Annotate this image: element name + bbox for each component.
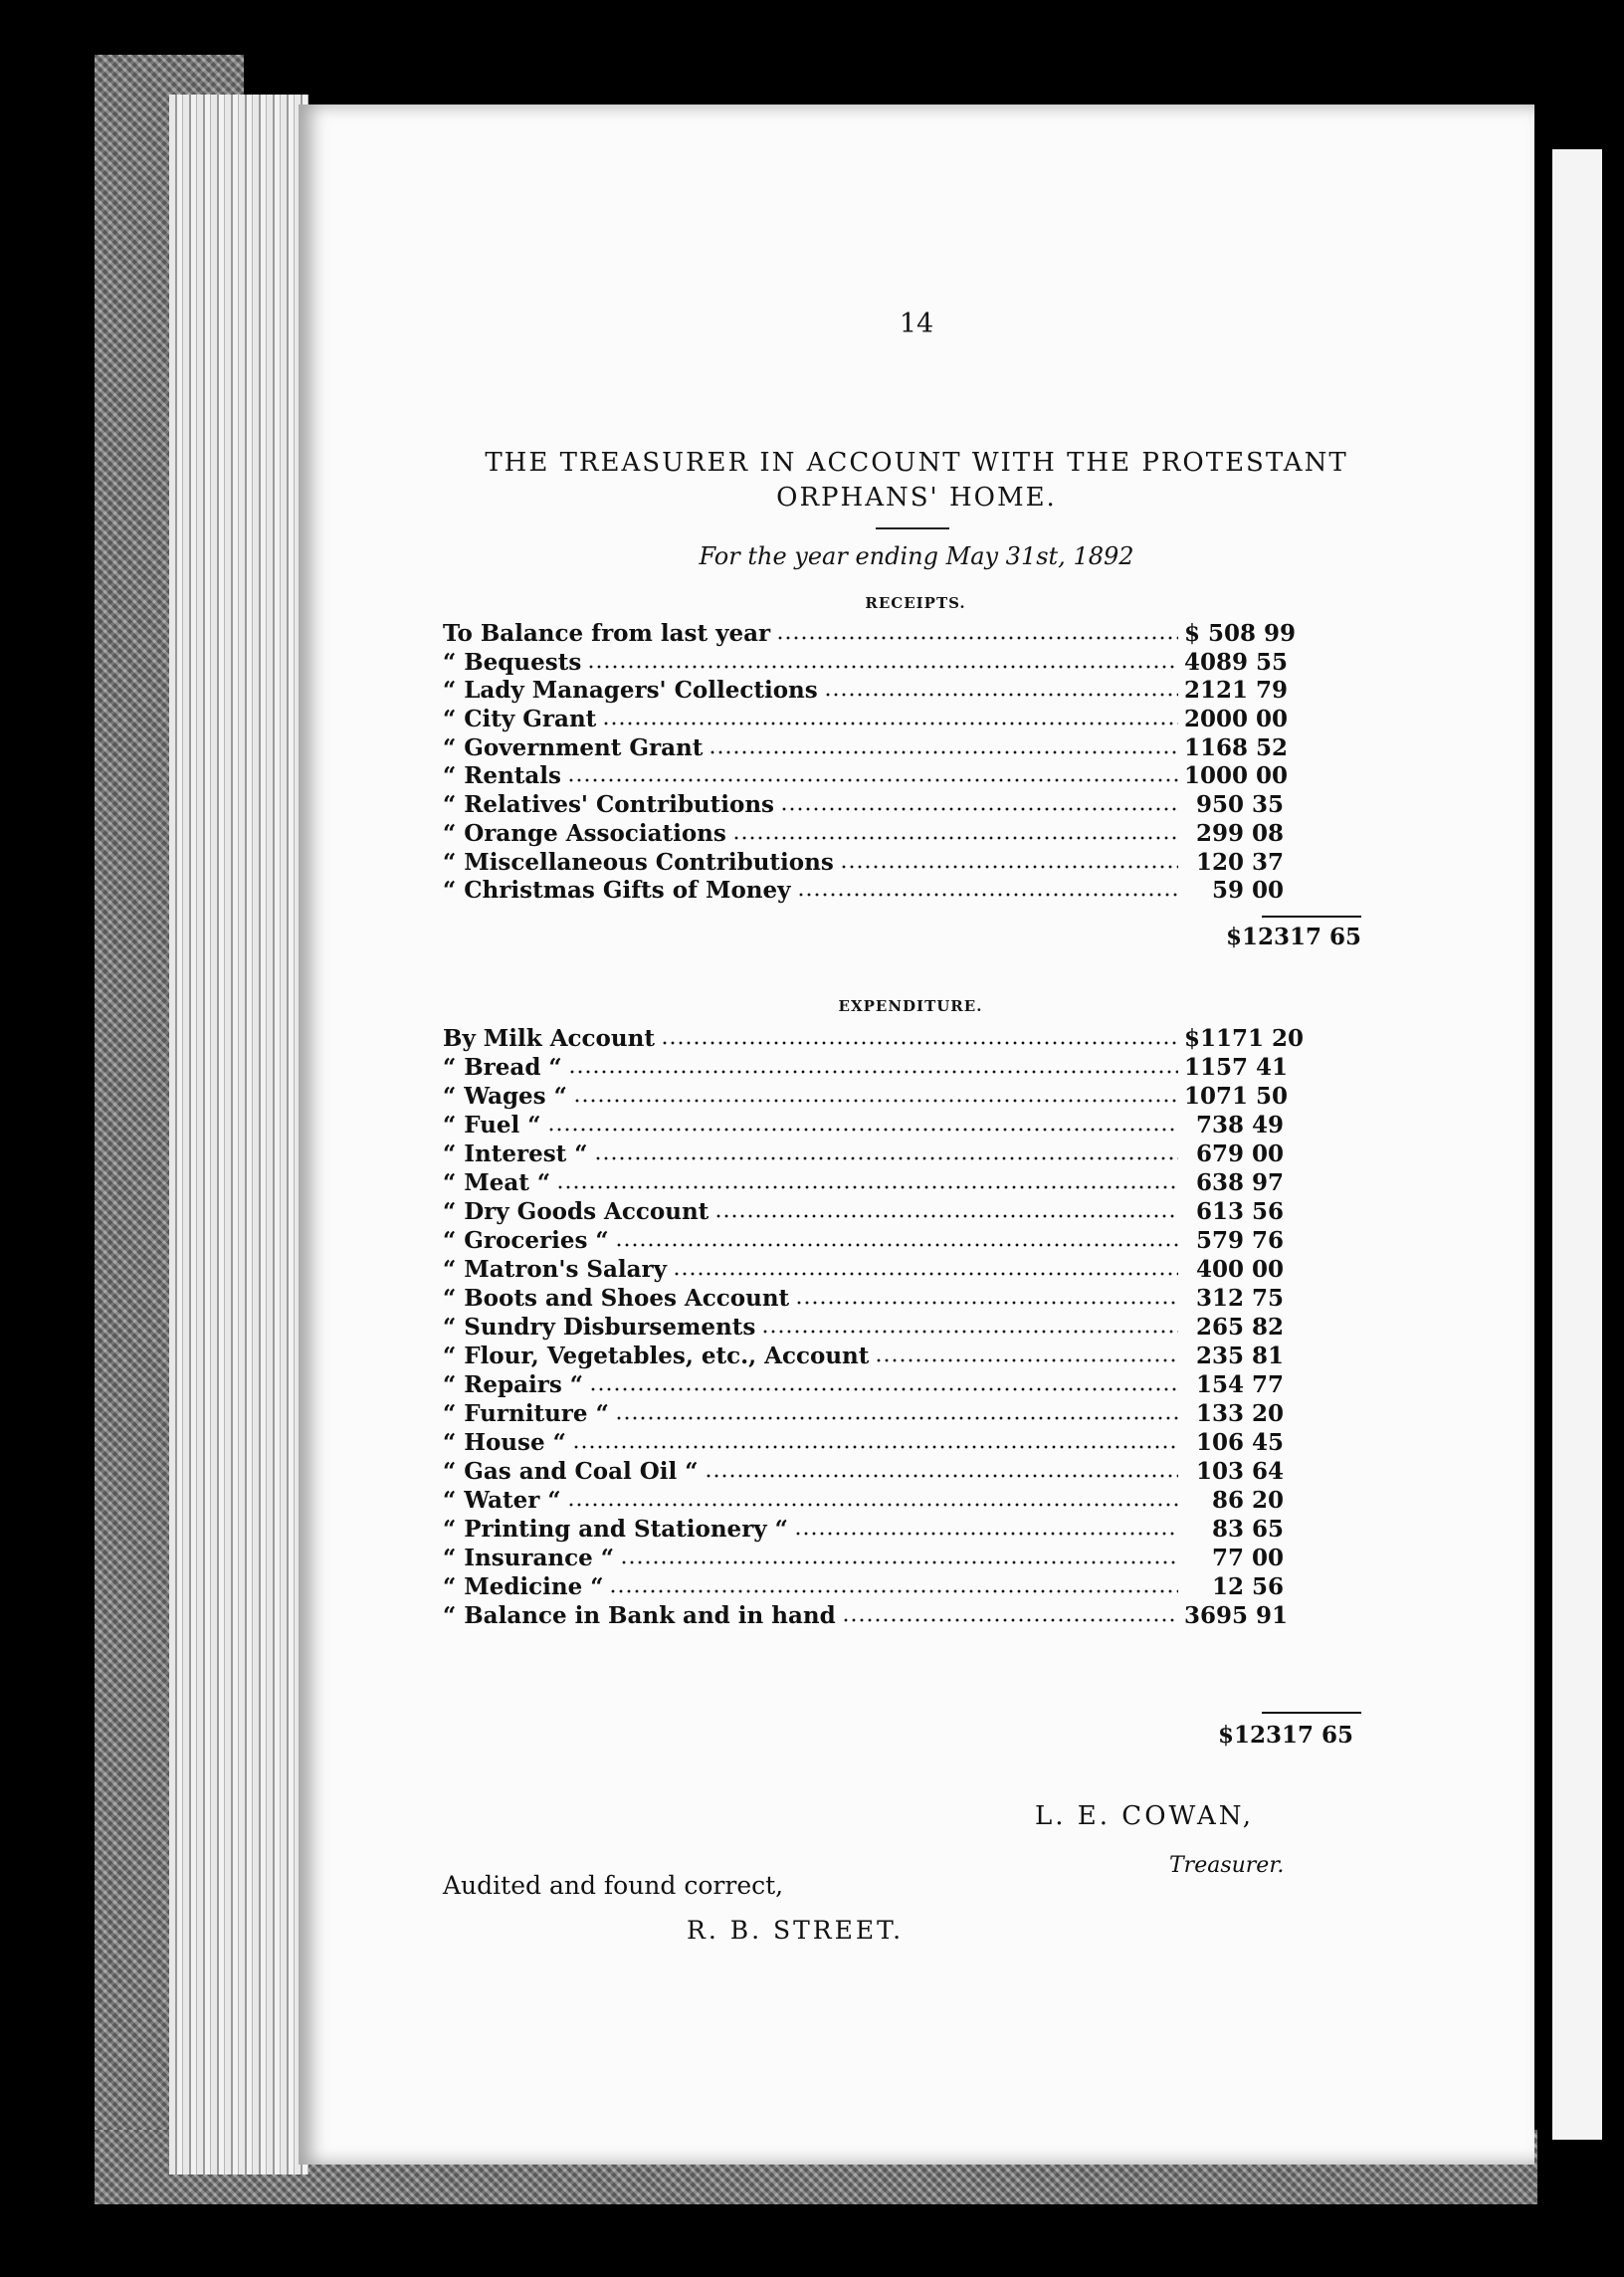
receipts-list [443,620,1297,906]
ledger-label: “ Medicine “ [443,1573,604,1600]
treasurer-title: Treasurer. [1169,1853,1285,1878]
ledger-label: “ Bequests [443,648,582,676]
ledger-label: “ Orange Associations [443,819,726,847]
ledger-amount: 83 65 [1211,1516,1284,1543]
ledger-amount: 679 00 [1195,1140,1284,1167]
ledger-row [443,1458,1284,1487]
ledger-label: “ Meat “ [443,1169,551,1196]
ledger-amount: 12 56 [1211,1573,1284,1600]
ledger-row [443,1054,1289,1083]
ledger-label: “ Matron's Salary [443,1256,668,1283]
ledger-label: “ Miscellaneous Contributions [443,848,834,876]
ledger-amount: 235 81 [1195,1343,1284,1369]
ledger-amount: 638 97 [1195,1169,1284,1196]
ledger-amount: 579 76 [1195,1227,1284,1254]
ledger-label: “ Boots and Shoes Account [443,1285,790,1312]
dot-leader [709,749,1178,755]
ledger-amount: 133 20 [1195,1400,1284,1427]
ledger-label: “ Wages “ [443,1083,567,1110]
ledger-label: To Balance from last year [443,620,771,647]
ledger-row [443,1487,1284,1516]
ledger-amount: 613 56 [1195,1198,1284,1225]
ledger-row [443,1573,1284,1602]
ledger-row [443,677,1289,706]
ledger-amount: 2000 00 [1184,706,1289,733]
ledger-label: “ Fuel “ [443,1112,541,1138]
ledger-row [443,1314,1284,1343]
ledger-label: “ House “ [443,1429,566,1456]
ledger-row [443,1140,1284,1169]
ledger-amount: 120 37 [1195,848,1284,876]
ledger-amount: 154 77 [1195,1371,1284,1398]
ledger-row [443,1545,1284,1573]
receipts-total: $12317 65 [1225,924,1361,950]
ledger-amount: 1000 00 [1184,762,1289,790]
dot-leader [615,1415,1178,1421]
expenditure-total: $12317 65 [1217,1722,1353,1749]
ledger-row [443,1083,1289,1112]
page-number: 14 [899,309,934,339]
dot-leader [705,1473,1179,1479]
ledger-label: “ Furniture “ [443,1400,609,1427]
ledger-row [443,1602,1289,1631]
dot-leader [615,1242,1178,1248]
ledger-amount: $ 508 99 [1184,620,1297,647]
dot-leader [794,1531,1178,1537]
ledger-amount: 400 00 [1195,1256,1284,1283]
ledger-row [443,1025,1305,1054]
dot-leader [673,1271,1178,1277]
page-edges [169,95,308,2174]
ledger-label: “ Insurance “ [443,1545,615,1571]
dot-leader [609,1588,1178,1594]
dot-leader [547,1127,1179,1133]
dot-leader [661,1040,1178,1046]
ledger-row [443,1227,1284,1256]
ledger-amount: 86 20 [1211,1487,1284,1514]
ledger-row [443,877,1284,906]
dot-leader [797,892,1178,898]
dot-leader [572,1444,1178,1450]
adjacent-page-edge [1552,149,1602,2140]
ledger-amount: 4089 55 [1184,648,1289,676]
ledger-amount: 265 82 [1195,1314,1284,1341]
ledger-label: “ Balance in Bank and in hand [443,1602,836,1629]
ledger-label: “ Rentals [443,762,561,790]
ledger-amount: 1071 50 [1184,1083,1289,1110]
ledger-label: “ Interest “ [443,1140,588,1167]
ledger-row [443,1198,1284,1227]
ledger-label: “ Government Grant [443,733,704,761]
ledger-label: “ Relatives' Contributions [443,791,775,819]
dot-leader [842,1617,1178,1623]
ledger-label: “ Christmas Gifts of Money [443,877,791,905]
ledger-label: “ City Grant [443,706,597,733]
dot-leader [602,721,1178,726]
ledger-row [443,1285,1284,1314]
ledger-row [443,849,1284,878]
dot-leader [620,1559,1178,1565]
ledger-label: “ Sundry Disbursements [443,1314,756,1341]
dot-leader [568,1069,1178,1075]
ledger-label: “ Gas and Coal Oil “ [443,1458,699,1485]
dot-leader [714,1213,1178,1219]
auditor-name: R. B. STREET. [687,1916,905,1945]
ledger-amount: 738 49 [1195,1112,1284,1138]
ledger-amount: 1168 52 [1184,733,1289,761]
ledger-amount: 77 00 [1211,1545,1284,1571]
ledger-amount: $1171 20 [1184,1025,1305,1052]
ledger-amount: 299 08 [1195,819,1284,847]
dot-leader [795,1300,1178,1306]
document-subtitle: For the year ending May 31st, 1892 [699,542,1134,570]
ledger-row [443,733,1289,763]
ledger-row [443,1169,1284,1198]
ledger-amount: 59 00 [1211,877,1284,905]
ledger-label: “ Bread “ [443,1054,562,1081]
ledger-row [443,791,1284,820]
ledger-amount: 103 64 [1195,1458,1284,1485]
dot-leader [594,1155,1178,1161]
ledger-amount: 950 35 [1195,791,1284,819]
dot-leader [573,1098,1178,1104]
document-title-line-2: ORPHANS' HOME. [776,483,1057,513]
expenditure-total-rule [1262,1712,1361,1714]
ledger-amount: 3695 91 [1184,1602,1289,1629]
ledger-label: “ Water “ [443,1487,561,1514]
ledger-row [443,1371,1284,1400]
dot-leader [780,806,1178,812]
ledger-label: By Milk Account [443,1025,655,1052]
title-divider [876,527,949,529]
ledger-row [443,1429,1284,1458]
ledger-row [443,762,1289,791]
ledger-label: “ Printing and Stationery “ [443,1516,788,1543]
dot-leader [776,635,1178,641]
dot-leader [732,835,1178,841]
dot-leader [556,1184,1178,1190]
dot-leader [587,664,1178,670]
expenditure-heading: EXPENDITURE. [838,997,983,1015]
ledger-row [443,706,1289,734]
ledger-row [443,1256,1284,1285]
dot-leader [589,1386,1178,1392]
ledger-row [443,1112,1284,1140]
ledger-amount: 312 75 [1195,1285,1284,1312]
dot-leader [567,777,1178,783]
ledger-label: “ Lady Managers' Collections [443,677,818,705]
dot-leader [567,1502,1178,1508]
ledger-row [443,1516,1284,1545]
receipts-total-rule [1262,916,1361,918]
ledger-row [443,820,1284,849]
ledger-row [443,1343,1284,1371]
ledger-row [443,620,1297,649]
dot-leader [824,692,1178,698]
dot-leader [875,1357,1178,1363]
treasurer-name: L. E. COWAN, [1035,1801,1255,1831]
ledger-row [443,1400,1284,1429]
ledger-label: “ Flour, Vegetables, etc., Account [443,1343,870,1369]
dot-leader [761,1329,1178,1335]
ledger-amount: 2121 79 [1184,677,1289,705]
ledger-label: “ Repairs “ [443,1371,584,1398]
document-title-line-1: THE TREASURER IN ACCOUNT WITH THE PROTESTANT [485,448,1348,478]
ledger-amount: 106 45 [1195,1429,1284,1456]
ledger-label: “ Dry Goods Account [443,1198,710,1225]
receipts-heading: RECEIPTS. [865,594,966,612]
ledger-label: “ Groceries “ [443,1227,609,1254]
dot-leader [840,864,1178,870]
audit-note: Audited and found correct, [443,1871,784,1900]
ledger-row [443,648,1289,678]
expenditure-list [443,1025,1305,1631]
ledger-amount: 1157 41 [1184,1054,1289,1081]
